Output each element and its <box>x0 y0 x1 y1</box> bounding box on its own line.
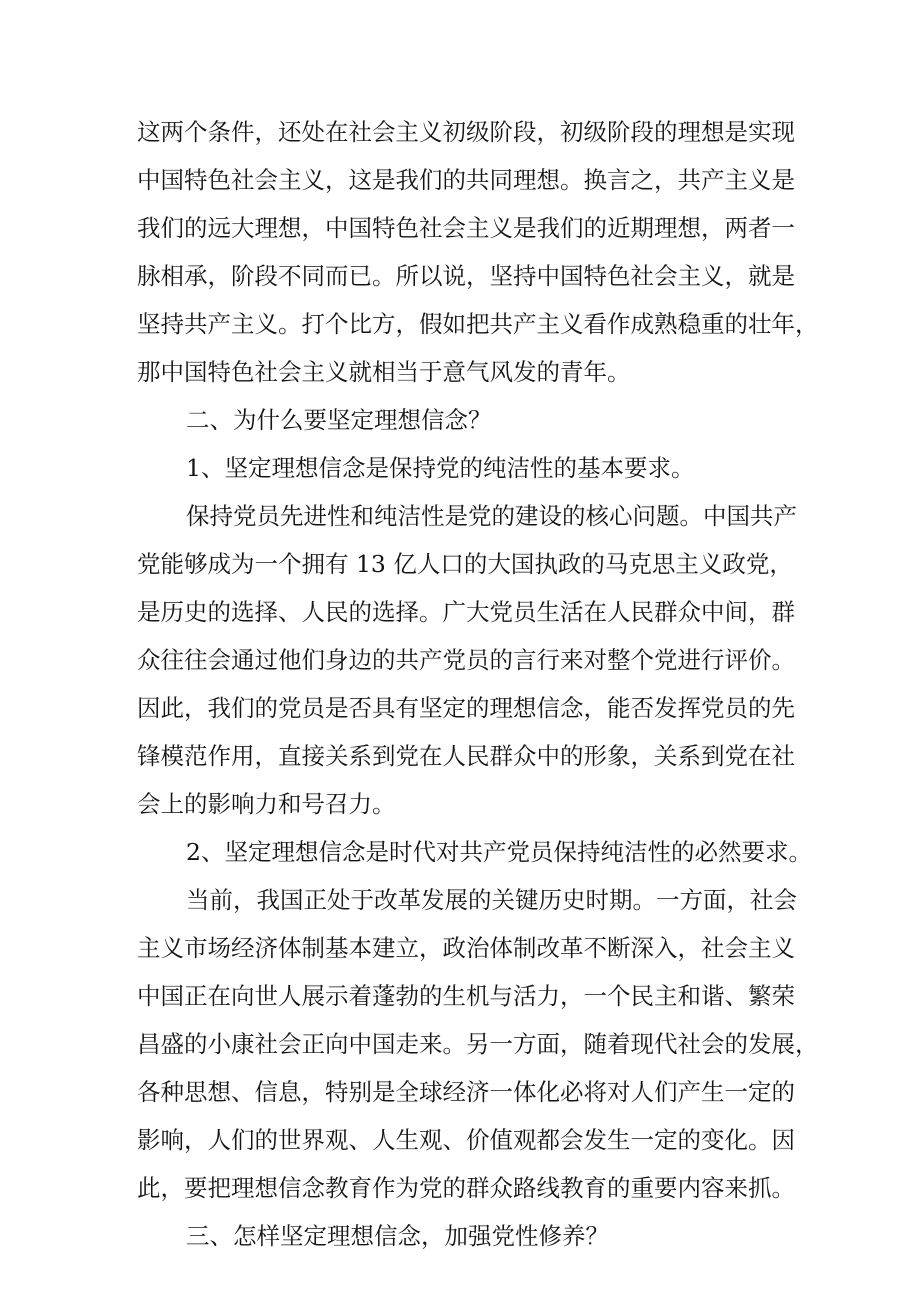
paragraph-line <box>0 1116 920 1164</box>
heading-text: 二、为什么要坚定理想信念？ <box>186 406 492 434</box>
line-text: 保持党员先进性和纯洁性是党的建设的核心问题。中国共产 <box>186 502 797 530</box>
subsection-heading <box>0 444 920 492</box>
paragraph-line <box>0 588 920 636</box>
line-text: 锋模范作用，直接关系到党在人民群众中的形象，关系到党在社 <box>137 742 795 770</box>
paragraph-line <box>0 1164 920 1212</box>
line-text: 影响，人们的世界观、人生观、价值观都会发生一定的变化。因 <box>137 1126 795 1154</box>
paragraph-line <box>0 348 920 396</box>
line-text: 昌盛的小康社会正向中国走来。另一方面，随着现代社会的发展， <box>137 1030 819 1058</box>
paragraph-line <box>0 780 920 828</box>
document-body <box>0 108 920 1260</box>
paragraph-line <box>0 636 920 684</box>
line-text: 当前，我国正处于改革发展的关键历史时期。一方面，社会 <box>186 886 797 914</box>
paragraph-line <box>0 876 920 924</box>
paragraph-line <box>0 252 920 300</box>
paragraph-line <box>0 924 920 972</box>
subsection-heading <box>0 828 920 876</box>
line-text: 中国特色社会主义，这是我们的共同理想。换言之，共产主义是 <box>137 166 795 194</box>
section-heading <box>0 396 920 444</box>
line-text: 这两个条件，还处在社会主义初级阶段，初级阶段的理想是实现 <box>137 118 795 146</box>
line-text: 那中国特色社会主义就相当于意气风发的青年。 <box>137 358 631 386</box>
paragraph-line <box>0 204 920 252</box>
section-heading <box>0 1212 920 1260</box>
line-text: 此，要把理想信念教育作为党的群众路线教育的重要内容来抓。 <box>137 1174 795 1202</box>
line-text: 会上的影响力和号召力。 <box>137 790 396 818</box>
heading-text: 1、坚定理想信念是保持党的纯洁性的基本要求。 <box>186 454 695 482</box>
heading-text: 2、坚定理想信念是时代对共产党员保持纯洁性的必然要求。 <box>186 838 812 866</box>
paragraph-line <box>0 492 920 540</box>
line-text: 主义市场经济体制基本建立，政治体制改革不断深入，社会主义 <box>137 934 795 962</box>
paragraph-line <box>0 108 920 156</box>
paragraph-line <box>0 540 920 588</box>
paragraph-line <box>0 300 920 348</box>
line-text: 党能够成为一个拥有 13 亿人口的大国执政的马克思主义政党， <box>137 550 793 578</box>
line-text: 各种思想、信息，特别是全球经济一体化必将对人们产生一定的 <box>137 1078 795 1106</box>
paragraph-line <box>0 972 920 1020</box>
paragraph-line <box>0 732 920 780</box>
line-text: 坚持共产主义。打个比方，假如把共产主义看作成熟稳重的壮年， <box>137 310 819 338</box>
paragraph-line <box>0 1020 920 1068</box>
paragraph-line <box>0 156 920 204</box>
line-text: 因此，我们的党员是否具有坚定的理想信念，能否发挥党员的先 <box>137 694 795 722</box>
paragraph-line <box>0 1068 920 1116</box>
heading-text: 三、怎样坚定理想信念，加强党性修养？ <box>186 1222 609 1250</box>
line-text: 是历史的选择、人民的选择。广大党员生活在人民群众中间，群 <box>137 598 795 626</box>
line-text: 我们的远大理想，中国特色社会主义是我们的近期理想，两者一 <box>137 214 795 242</box>
line-text: 脉相承，阶段不同而已。所以说，坚持中国特色社会主义，就是 <box>137 262 795 290</box>
line-text: 中国正在向世人展示着蓬勃的生机与活力，一个民主和谐、繁荣 <box>137 982 795 1010</box>
line-text: 众往往会通过他们身边的共产党员的言行来对整个党进行评价。 <box>137 646 795 674</box>
paragraph-line <box>0 684 920 732</box>
